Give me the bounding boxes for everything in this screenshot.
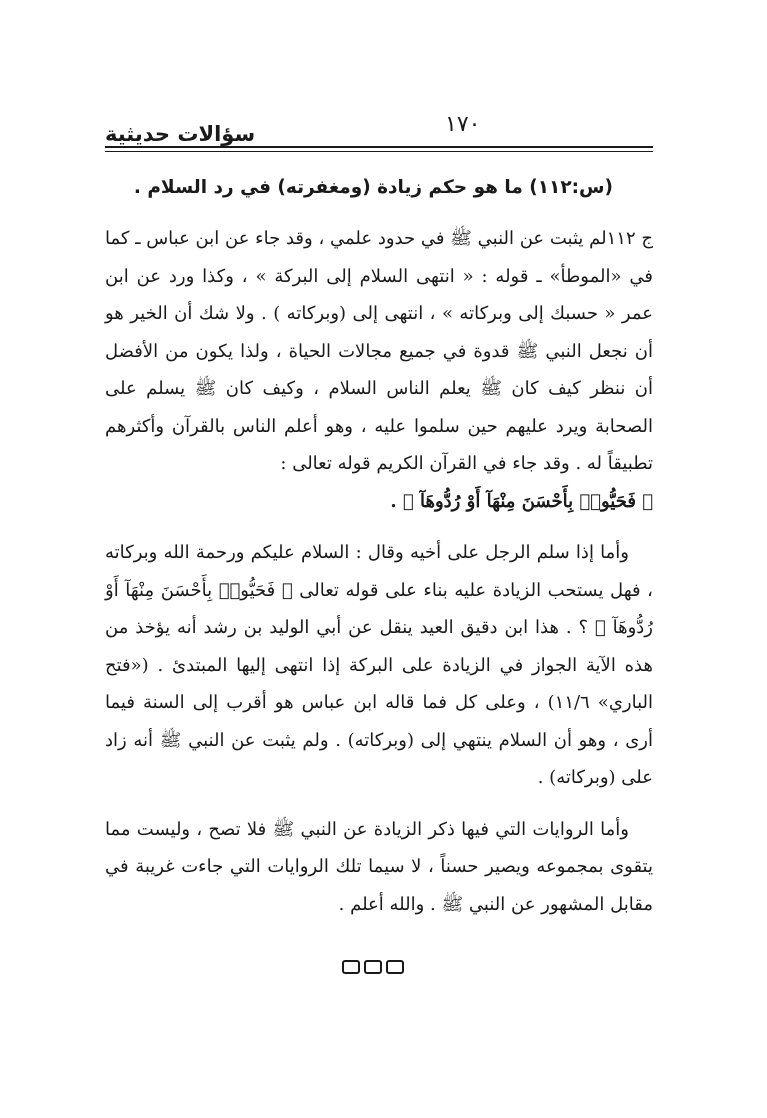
header-rule-thin	[105, 151, 653, 152]
ornament-square	[364, 960, 382, 974]
header-rule-thick	[105, 146, 653, 148]
paragraph-2: وأما إذا سلم الرجل على أخيه وقال : السلام عليكم ورحمة الله وبركاته ، فهل يستحب الزيادة عليه بناء على قوله تعالى ﴿ فَحَيُّوا۟ بِأَحْسَنَ مِنْهَآ أَوْ رُدُّوهَآ ﴾ ؟ . هذا ابن دقيق العيد ينقل عن أبي الوليد بن رشد أنه يؤخذ من هذه الآية الجواز في الزيادة على البركة إذا انتهى إليها المبتدئ . («فتح الباري» ١١/٦) ، وعلى كل فما قاله ابن عباس هو أقرب إلى السنة فيما أرى ، وهو أن السلام ينتهي إلى (وبركاته) . ولم يثبت عن النبي ﷺ أنه زاد على (وبركاته) .	[105, 542, 653, 788]
ornament-square	[342, 960, 360, 974]
section-end-ornament	[338, 960, 408, 982]
page-number: ١٧٠	[445, 112, 481, 137]
paragraph-3: وأما الروايات التي فيها ذكر الزيادة عن النبي ﷺ فلا تصح ، وليست مما يتقوى بمجموعه ويصير حسناً ، لا سيما تلك الروايات التي جاءت غريبة في مقابل المشهور عن النبي ﷺ . والله أعلم .	[105, 818, 653, 915]
body-text	[105, 170, 653, 937]
question-heading: (س:١١٢) ما هو حكم زيادة (ومغفرته) في رد السلام .	[133, 177, 613, 198]
answer-text: ج ١١٢لم يثبت عن النبي ﷺ في حدود علمي ، وقد جاء عن ابن عباس ـ كما في «الموطأ» ـ قوله : « انتهى السلام إلى البركة » ، وكذا ورد عن ابن عمر « حسبك إلى وبركاته » ، انتهى إلى (وبركاته ) . ولا شك أن الخير هو أن نجعل النبي ﷺ قدوة في جميع مجالات الحياة ، ولذا يكون من الأفضل أن ننظر كيف كان ﷺ يعلم الناس السلام ، وكيف كان ﷺ يسلم على الصحابة ويرد عليهم حين سلموا عليه ، وهو أعلم الناس بالقرآن وأكثرهم تطبيقاً له . وقد جاء في القرآن الكريم قوله تعالى :	[105, 228, 653, 474]
running-title: سؤالات حديثية	[105, 122, 256, 146]
ornament-square	[386, 960, 404, 974]
answer-paragraph	[105, 220, 653, 520]
quran-verse: ﴿ فَحَيُّوا۟ بِأَحْسَنَ مِنْهَآ أَوْ رُدُّوهَآ ﴾ .	[390, 490, 653, 512]
